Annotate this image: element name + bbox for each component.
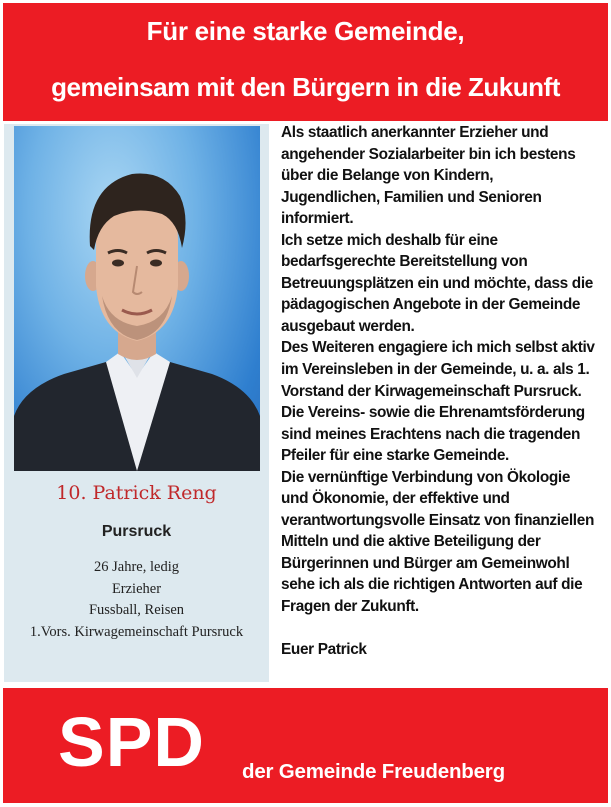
statement-signoff: Euer Patrick: [281, 641, 367, 659]
statement-line: Pfeiler für eine starke Gemeinde.: [281, 447, 509, 465]
detail-profession: Erzieher: [111, 580, 162, 597]
candidate-town: Pursruck: [101, 523, 172, 540]
statement-line: Bürgerinnen und Bürger am Gemeinwohl: [281, 554, 570, 572]
candidate-details: [4, 557, 269, 643]
spd-logo: SPD: [58, 703, 205, 781]
statement-line: Vorstand der Kirwagemeinschaft Pursruck.: [281, 382, 582, 400]
detail-role: 1.Vors. Kirwagemeinschaft Pursruck: [29, 623, 244, 640]
detail-age-status: 26 Jahre, ledig: [94, 559, 179, 575]
statement-line: Die vernünftige Verbindung von Ökologie: [281, 468, 571, 486]
statement-line: Fragen der Zukunft.: [281, 598, 419, 616]
portrait-photo-icon: [14, 126, 260, 471]
statement-line: Mitteln und die aktive Beteiligung der: [281, 533, 541, 551]
statement-line: Die Vereins- sowie die Ehrenamtsförderung: [281, 404, 585, 422]
statement-line: und Ökonomie, der effektive und: [281, 490, 510, 508]
headline-line-1: Für eine starke Gemeinde,: [146, 16, 465, 46]
candidate-statement: [281, 122, 607, 661]
statement-line: ausgebaut werden.: [281, 317, 415, 335]
statement-line: pädagogischen Angebote in der Gemeinde: [281, 296, 581, 314]
statement-line: im Vereinsleben in der Gemeinde, u. a. als 1.: [281, 361, 590, 379]
statement-line: bedarfsgerechte Bereitstellung von: [281, 253, 528, 271]
statement-line: verantwortungsvolle Einsatz von finanziellen: [281, 511, 594, 529]
bottom-banner: [3, 688, 608, 803]
statement-line: Jugendlichen, Familien und Senioren: [281, 188, 542, 206]
candidate-profile-card: [4, 124, 269, 682]
statement-line: Ich setze mich deshalb für eine: [281, 231, 498, 249]
candidate-portrait-photo: [14, 126, 260, 471]
headline-line-2: gemeinsam mit den Bürgern in die Zukunft: [51, 72, 560, 102]
statement-line: sind meines Erachtens nach die tragenden: [281, 425, 581, 443]
detail-hobbies: Fussball, Reisen: [88, 602, 185, 618]
statement-line: Des Weiteren engagiere ich mich selbst aktiv: [281, 339, 595, 357]
top-banner: [3, 3, 608, 121]
statement-line: sehe ich als die richtigen Antworten auf die: [281, 576, 583, 594]
statement-line: Als staatlich anerkannter Erzieher und: [281, 124, 549, 141]
statement-line: über die Belange von Kindern,: [281, 167, 494, 185]
footer-tagline: der Gemeinde Freudenberg: [242, 760, 505, 783]
candidate-name: 10. Patrick Reng: [56, 482, 217, 504]
statement-line: informiert.: [281, 210, 354, 228]
statement-line: angehender Sozialarbeiter bin ich bestens: [281, 145, 576, 163]
statement-line: Betreuungsplätzen ein und möchte, dass die: [281, 274, 593, 292]
